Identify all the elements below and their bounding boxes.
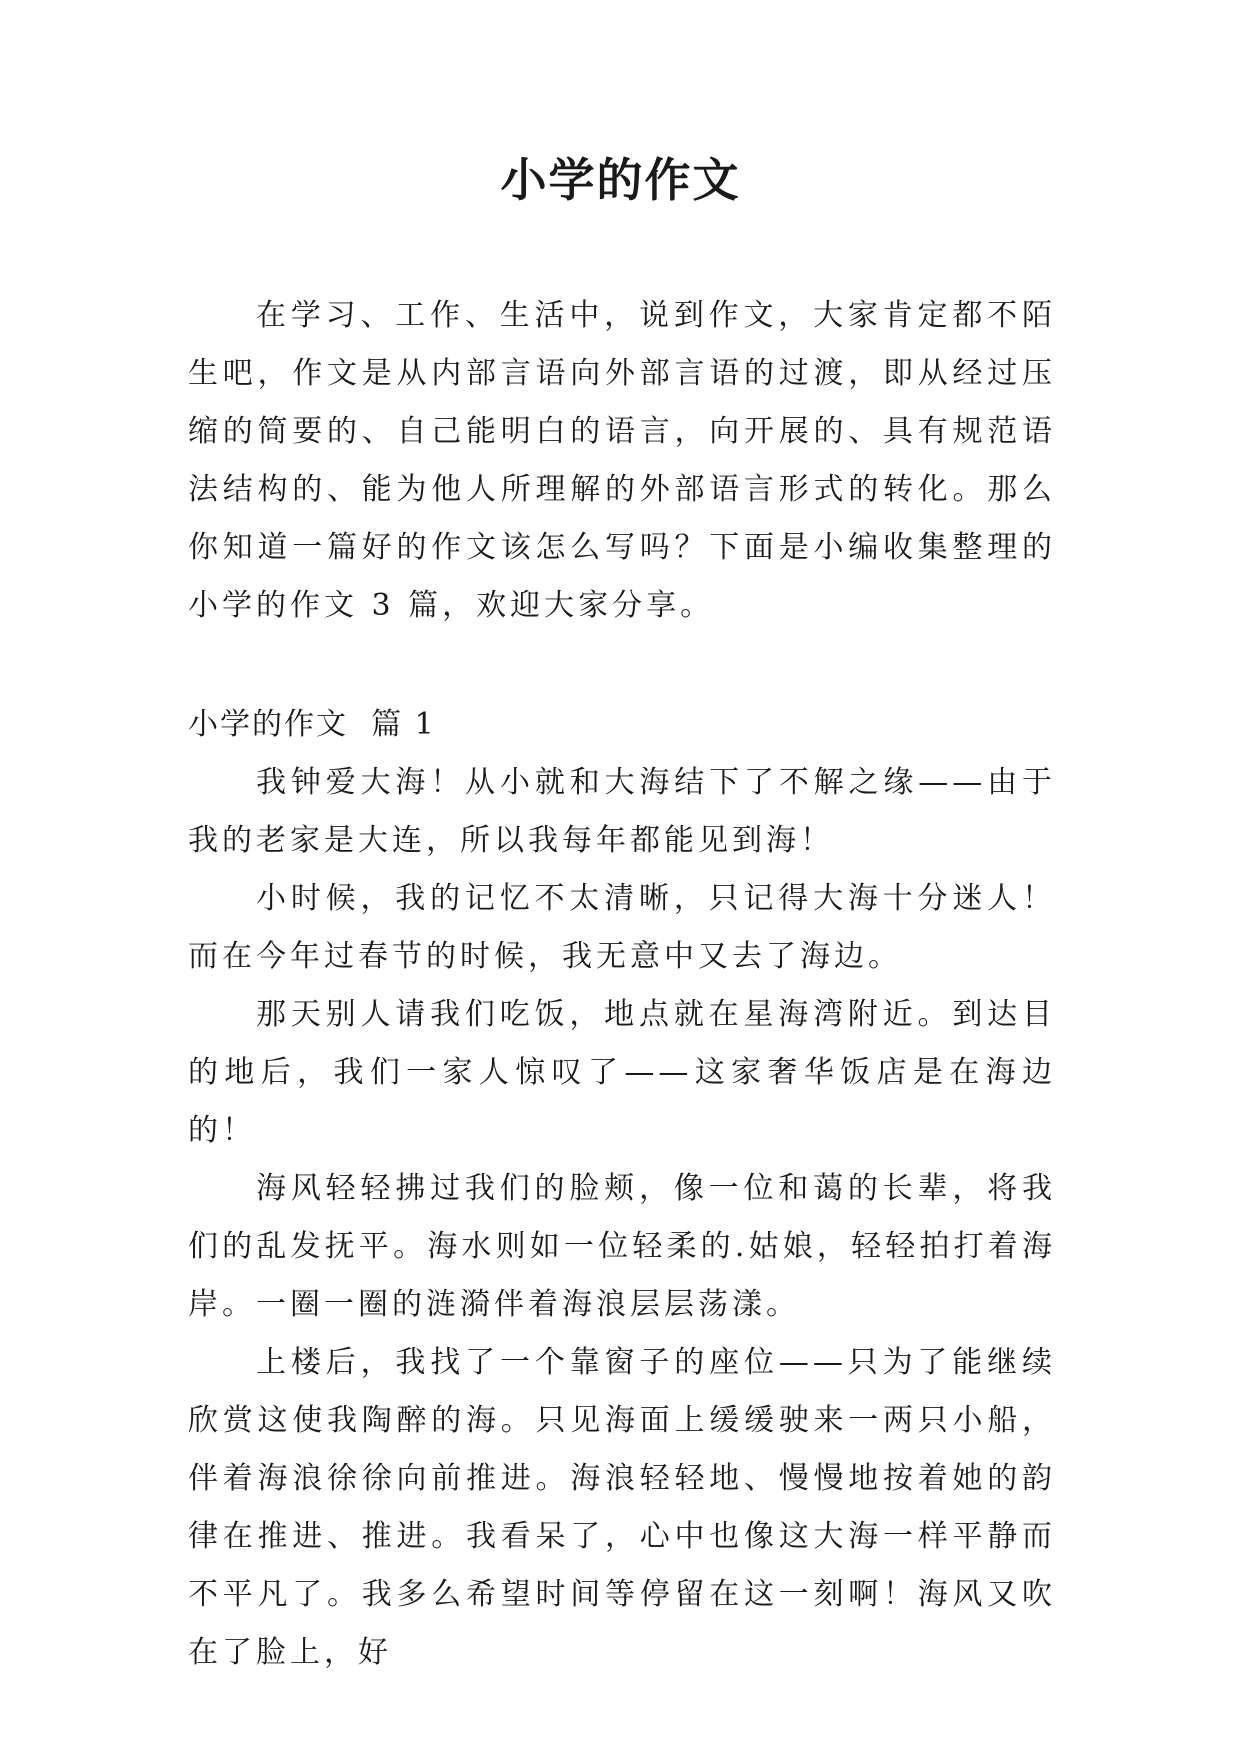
document-title: 小学的作文	[500, 153, 741, 207]
intro-paragraph	[188, 287, 1056, 635]
essay-paragraph: 我钟爱大海！从小就和大海结下了不解之缘——由于我的老家是大连，所以我每年都能见到海！	[188, 765, 1056, 858]
essay-paragraph: 海风轻轻拂过我们的脸颊，像一位和蔼的长辈，将我们的乱发抚平。海水则如一位轻柔的.姑娘，轻轻拍打着海岸。一圈一圈的涟漪伴着海浪层层荡漾。	[188, 1171, 1056, 1322]
essay-paragraph: 小时候，我的记忆不太清晰，只记得大海十分迷人！而在今年过春节的时候，我无意中又去了海边。	[188, 881, 1056, 974]
essay-paragraph: 那天别人请我们吃饭，地点就在星海湾附近。到达目的地后，我们一家人惊叹了——这家奢华饭店是在海边的！	[188, 997, 1056, 1148]
section-heading: 小学的作文 篇 1	[188, 707, 436, 742]
essay-body	[188, 754, 1056, 1682]
intro-text: 在学习、工作、生活中，说到作文，大家肯定都不陌生吧，作文是从内部言语向外部言语的过渡，即从经过压缩的简要的、自己能明白的语言，向开展的、具有规范语法结构的、能为他人所理解的外部语言形式的转化。那么你知道一篇好的作文该怎么写吗？下面是小编收集整理的小学的作文 3 篇，欢迎大家分享。	[188, 298, 1056, 623]
essay-paragraph: 上楼后，我找了一个靠窗子的座位——只为了能继续欣赏这使我陶醉的海。只见海面上缓缓驶来一两只小船，伴着海浪徐徐向前推进。海浪轻轻地、慢慢地按着她的韵律在推进、推进。我看呆了，心中也像这大海一样平静而不平凡了。我多么希望时间等停留在这一刻啊！海风又吹在了脸上，好	[188, 1345, 1056, 1670]
